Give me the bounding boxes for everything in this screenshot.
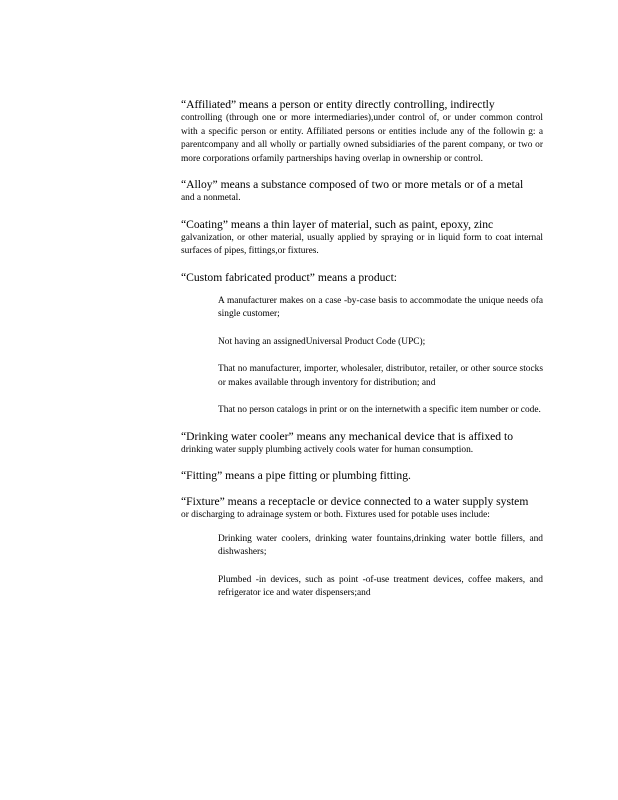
definition-drinking-water-cooler: [181, 430, 543, 458]
definition-body: controlling (through one or more intermediaries),under control of, or under common control with a specific person or entity. Affiliated persons or entities include any of the followin g: a parentcompany and all wholly or partially owned subsidiaries of the parent company, or two or more corporations orfamily partnerships having overlap in ownership or control.: [181, 113, 543, 164]
definition-body: galvanization, or other material, usually applied by spraying or in liquid form to coat internal surfaces of pipes, fittings,or fixtures.: [181, 232, 543, 256]
definition-term-line: “Drinking water cooler” means any mechanical device that is affixed to: [181, 429, 514, 443]
list-item: That no person catalogs in print or on the internetwith a specific item number or code.: [218, 405, 541, 415]
definition-term-line: “Alloy” means a substance composed of two or more metals or of a metal: [181, 178, 524, 191]
definition-term-line: “Affiliated” means a person or entity directly controlling, indirectly: [181, 98, 495, 111]
definition-term-line: “Fitting” means a pipe fitting or plumbing fitting.: [181, 469, 411, 482]
list-item: Plumbed -in devices, such as point -of-use treatment devices, coffee makers, and refrigerator ice and water dispensers;and: [218, 574, 543, 598]
definition-term-line: “Fixture” means a receptacle or device connected to a water supply system: [181, 495, 529, 508]
definition-fitting: [181, 469, 543, 483]
list-item: A manufacturer makes on a case -by-case basis to accommodate the unique needs ofa single customer;: [218, 295, 543, 319]
definition-affiliated: [181, 98, 543, 166]
definition-term-line: “Custom fabricated product” means a product:: [181, 270, 398, 284]
definition-alloy: [181, 178, 543, 206]
definitions-section: [181, 98, 543, 613]
definition-sub-list: [218, 533, 543, 601]
definition-coating: [181, 218, 543, 259]
definition-term-line: “Coating” means a thin layer of material, such as paint, epoxy, zinc: [181, 217, 494, 231]
definition-custom-fabricated-product: [181, 271, 543, 418]
list-item: Drinking water coolers, drinking water fountains,drinking water bottle fillers, and dishwashers;: [218, 533, 543, 557]
definition-body: drinking water supply plumbing actively cools water for human consumption.: [181, 444, 474, 455]
list-item: That no manufacturer, importer, wholesaler, distributor, retailer, or other source stocks or makes available through inventory for distribution; and: [218, 364, 543, 388]
definition-body: and a nonmetal.: [181, 193, 241, 203]
definition-sub-list: [218, 295, 543, 418]
list-item: Not having an assignedUniversal Product Code (UPC);: [218, 336, 426, 347]
definition-fixture: [181, 495, 543, 601]
definition-body: or discharging to adrainage system or both. Fixtures used for potable uses include:: [181, 510, 490, 520]
